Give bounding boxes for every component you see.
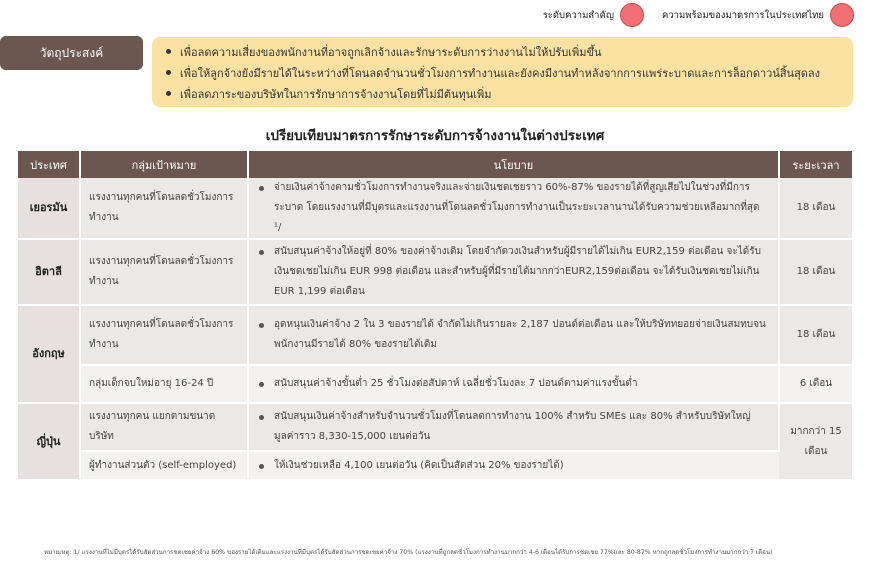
- table-row: [18, 403, 852, 451]
- bullet-icon: [259, 250, 264, 255]
- duration-cell: 6 เดือน: [779, 365, 852, 403]
- objectives-label: วัตถุประสงค์: [0, 36, 143, 70]
- header-duration: ระยะเวลา: [779, 151, 852, 178]
- duration-cell: 18 เดือน: [779, 178, 852, 239]
- duration-cell: 18 เดือน: [779, 239, 852, 305]
- country-uk: อังกฤษ: [18, 305, 80, 403]
- policy-cell: สนับสนุนค่าจ้างขั้นต่ำ 25 ชั่วโมงต่อสัปดาห์ เฉลี่ยชั่วโมงละ 7 ปอนด์ตามค่าแรงขั้นต่ำ: [248, 365, 779, 403]
- duration-cell: มากกว่า 15 เดือน: [779, 403, 852, 480]
- policy-cell: จ่ายเงินค่าจ้างตามชั่วโมงการทำงานจริงและจ่ายเงินชดเชยราว 60%-87% ของรายได้ที่สูญเสียไปในช่วงที่มีการระบาด โดยแรงงานที่มีบุตรและแรงงานที่โดนลดชั่วโมงการทำงานเป็นระยะเวลานานได้รับความช่วยเหลือมากที่สุด ¹/: [248, 178, 779, 239]
- duration-cell: 18 เดือน: [779, 305, 852, 365]
- table-row: [18, 451, 852, 480]
- readiness-dot: [830, 3, 854, 27]
- target-cell: ผู้ทำงานส่วนตัว (self-employed): [80, 451, 248, 480]
- target-cell: แรงงานทุกคนที่โดนลดชั่วโมงการทำงาน: [80, 178, 248, 239]
- page-title: เปรียบเทียบมาตรการรักษาระดับการจ้างงานในต่างประเทศ: [265, 128, 605, 144]
- country-germany: เยอรมัน: [18, 178, 80, 239]
- legend: [543, 3, 854, 27]
- target-cell: แรงงานทุกคน แยกตามขนาดบริษัท: [80, 403, 248, 451]
- policy-cell: สนับสนุนค่าจ้างให้อยู่ที่ 80% ของค่าจ้างเดิม โดยจำกัดวงเงินสำหรับผู้มีรายได้ไม่เกิน EUR2,159 ต่อเดือน จะได้รับเงินชดเชยไม่เกิน EUR 998 ต่อเดือน และสำหรับผู้ที่มีรายได้มากกว่าEUR2,159ต่อเดือน จะได้รับเงินชดเชยไม่เกิน EUR 1,199 ต่อเดือน: [248, 239, 779, 305]
- policy-cell: สนับสนุนเงินค่าจ้างสำหรับจำนวนชั่วโมงที่โดนลดการทำงาน 100% สำหรับ SMEs และ 80% สำหรับบริษัทใหญ่ มูลค่าราว 8,330-15,000 เยนต่อวัน: [248, 403, 779, 451]
- table-row: [18, 305, 852, 365]
- objective-item: เพื่อให้ลูกจ้างยังมีรายได้ในระหว่างที่โดนลดจำนวนชั่วโมงการทำงานและยังคงมีงานทำหลังจากการแพร่ระบาดและการล็อกดาวน์สิ้นสุดลง: [166, 62, 853, 83]
- header-policy: นโยบาย: [248, 151, 779, 178]
- bullet-icon: [166, 70, 171, 75]
- legend-importance-label: ระดับความสำคัญ: [542, 9, 614, 21]
- legend-readiness-label: ความพร้อมของมาตรการในประเทศไทย: [661, 9, 824, 21]
- table-header-row: [18, 151, 852, 178]
- target-cell: แรงงานทุกคนที่โดนลดชั่วโมงการทำงาน: [80, 305, 248, 365]
- target-cell: กลุ่มเด็กจบใหม่อายุ 16-24 ปี: [80, 365, 248, 403]
- bullet-icon: [259, 382, 264, 387]
- bullet-icon: [259, 186, 264, 191]
- country-japan: ญี่ปุ่น: [18, 403, 80, 480]
- objective-item: เพื่อลดความเสี่ยงของพนักงานที่อาจถูกเลิกจ้างและรักษาระดับการว่างงานไม่ให้ปรับเพิ่มขึ้น: [166, 41, 853, 62]
- bullet-icon: [259, 323, 264, 328]
- bullet-icon: [166, 91, 171, 96]
- bullet-icon: [259, 464, 264, 469]
- table-row: [18, 365, 852, 403]
- policy-cell: อุดหนุนเงินค่าจ้าง 2 ใน 3 ของรายได้ จำกัดไม่เกินรายละ 2,187 ปอนด์ต่อเดือน และให้บริษัททยอยจ่ายเงินสมทบจนพนักงานมีรายได้ 80% ของรายได้เดิม: [248, 305, 779, 365]
- bullet-icon: [166, 49, 171, 54]
- table-row: [18, 239, 852, 305]
- policy-cell: ให้เงินช่วยเหลือ 4,100 เยนต่อวัน (คิดเป็นสัดส่วน 20% ของรายได้): [248, 451, 779, 480]
- bullet-icon: [259, 415, 264, 420]
- table-row: [18, 178, 852, 239]
- country-italy: อิตาลี: [18, 239, 80, 305]
- header-target: กลุ่มเป้าหมาย: [80, 151, 248, 178]
- objectives-box: [152, 37, 853, 107]
- objective-item: เพื่อลดภาระของบริษัทในการรักษาการจ้างงานโดยที่ไม่มีต้นทุนเพิ่ม: [166, 83, 853, 104]
- footnote: หมายเหตุ: 1/ แรงงานที่ไม่มีบุตรได้รับสัดส่วนการชดเชยค่าจ้าง 60% ของรายได้เดิมและแรงงานที่มีบุตรได้รับสัดส่วนการชดเชยค่าจ้าง 70% (แรงงานที่ถูกลดชั่วโมงการทำงานมากกว่า 4-6 เดือนได้รับการชดเชย 77%และ 80-87% หากถูกลดชั่วโมงการทำงานมากกว่า 7 เดือน): [44, 549, 773, 556]
- comparison-table: [18, 151, 852, 481]
- target-cell: แรงงานทุกคนที่โดนลดชั่วโมงการทำงาน: [80, 239, 248, 305]
- importance-dot: [620, 3, 644, 27]
- header-country: ประเทศ: [18, 151, 80, 178]
